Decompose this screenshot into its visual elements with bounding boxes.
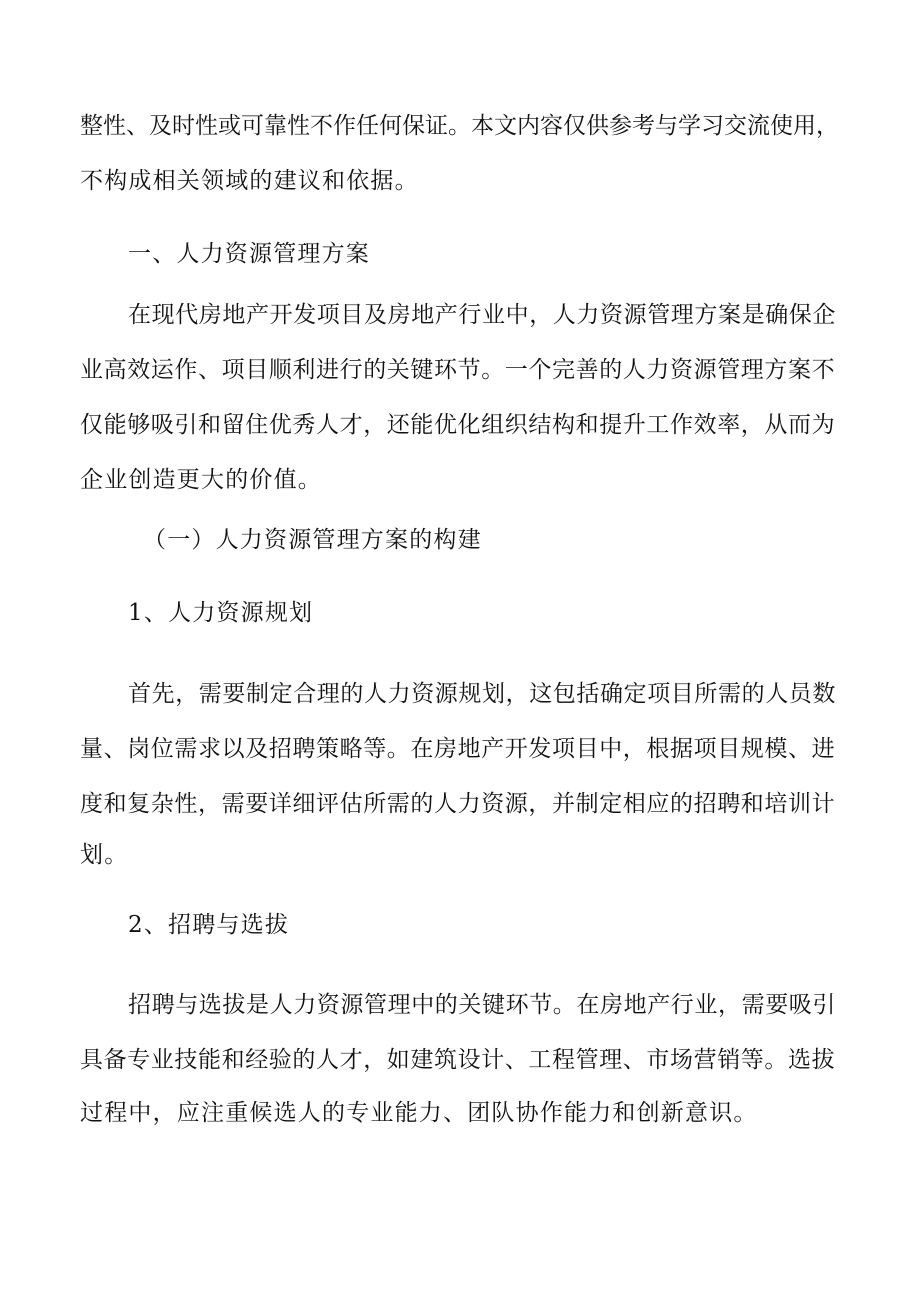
intro-line: 不构成相关领域的建议和依据。: [80, 168, 419, 194]
paragraph-line: 过程中，应注重候选人的专业能力、团队协作能力和创新意识。: [80, 1100, 758, 1126]
paragraph-line: 业高效运作、项目顺利进行的关键环节。一个完善的人力资源管理方案不: [80, 357, 836, 383]
paragraph-line: 度和复杂性，需要详细评估所需的人力资源，并制定相应的招聘和培训计: [80, 791, 836, 817]
paragraph-line: 仅能够吸引和留住优秀人才，还能优化组织结构和提升工作效率，从而为: [80, 412, 836, 438]
subsection-heading: （一）人力资源管理方案的构建: [143, 527, 482, 553]
paragraph-line: 划。: [80, 842, 129, 868]
paragraph-line: 在现代房地产开发项目及房地产行业中，人力资源管理方案是确保企: [128, 302, 836, 328]
paragraph-line: 具备专业技能和经验的人才，如建筑设计、工程管理、市场营销等。选拔: [80, 1047, 836, 1073]
section-heading: 一、人力资源管理方案: [128, 241, 370, 267]
item-heading: 1、人力资源规划: [128, 600, 314, 626]
paragraph-line: 量、岗位需求以及招聘策略等。在房地产开发项目中，根据项目规模、进: [80, 736, 836, 762]
paragraph-line: 首先，需要制定合理的人力资源规划，这包括确定项目所需的人员数: [128, 681, 836, 707]
paragraph-line: 招聘与选拔是人力资源管理中的关键环节。在房地产行业，需要吸引: [128, 992, 836, 1018]
intro-line: 整性、及时性或可靠性不作任何保证。本文内容仅供参考与学习交流使用，: [80, 113, 839, 139]
paragraph-line: 企业创造更大的价值。: [80, 467, 322, 493]
item-heading: 2、招聘与选拔: [128, 912, 290, 938]
